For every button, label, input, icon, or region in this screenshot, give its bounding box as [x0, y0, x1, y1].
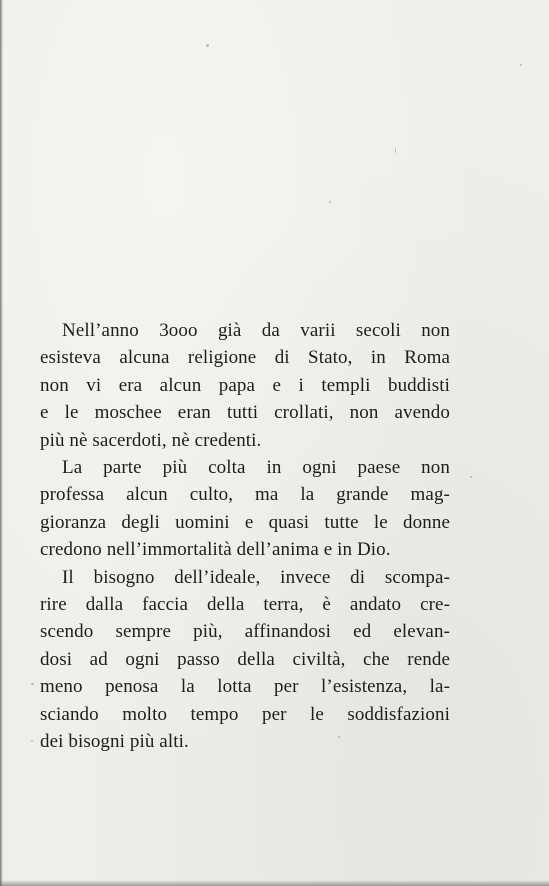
- paper-speck: [206, 44, 209, 47]
- text-line: gioranza degli uomini e quasi tutte le donne: [40, 511, 450, 533]
- page-left-edge-shadow: [0, 0, 3, 886]
- paper-speck: [31, 740, 33, 742]
- paper-speck: [395, 148, 396, 153]
- text-line: Il bisogno dell’ideale, invece di scompa-: [62, 566, 450, 588]
- text-line: sciando molto tempo per le soddisfazioni: [40, 703, 450, 725]
- text-line: La parte più colta in ogni paese non: [62, 457, 450, 479]
- paper-speck: [470, 476, 472, 478]
- text-line: dei bisogni più alti.: [40, 731, 189, 753]
- text-line: non vi era alcun papa e i templi buddisti: [40, 374, 450, 396]
- text-line: credono nell’immortalità dell’anima e in Dio.: [40, 539, 391, 561]
- text-line: rire dalla faccia della terra, è andato cre-: [40, 594, 450, 616]
- paragraph-1: [40, 317, 450, 454]
- body-text: [40, 317, 450, 756]
- paper-speck: [520, 64, 522, 66]
- text-line: più nè sacerdoti, nè credenti.: [40, 429, 262, 451]
- page-bottom-edge-shadow: [0, 880, 549, 886]
- text-line: esisteva alcuna religione di Stato, in Roma: [40, 347, 450, 369]
- paragraph-3: [40, 564, 450, 756]
- text-line: professa alcun culto, ma la grande mag-: [40, 484, 450, 506]
- text-line: scendo sempre più, affinandosi ed elevan-: [40, 621, 450, 643]
- text-line: meno penosa la lotta per l’esistenza, la-: [40, 676, 450, 698]
- paragraph-2: [40, 454, 450, 564]
- paper-speck: [329, 201, 331, 203]
- text-line: e le moschee eran tutti crollati, non avendo: [40, 402, 450, 424]
- paper-speck: [31, 683, 34, 685]
- text-line: dosi ad ogni passo della civiltà, che rende: [40, 648, 450, 670]
- text-line: Nell’anno 3ooo già da varii secoli non: [62, 320, 450, 341]
